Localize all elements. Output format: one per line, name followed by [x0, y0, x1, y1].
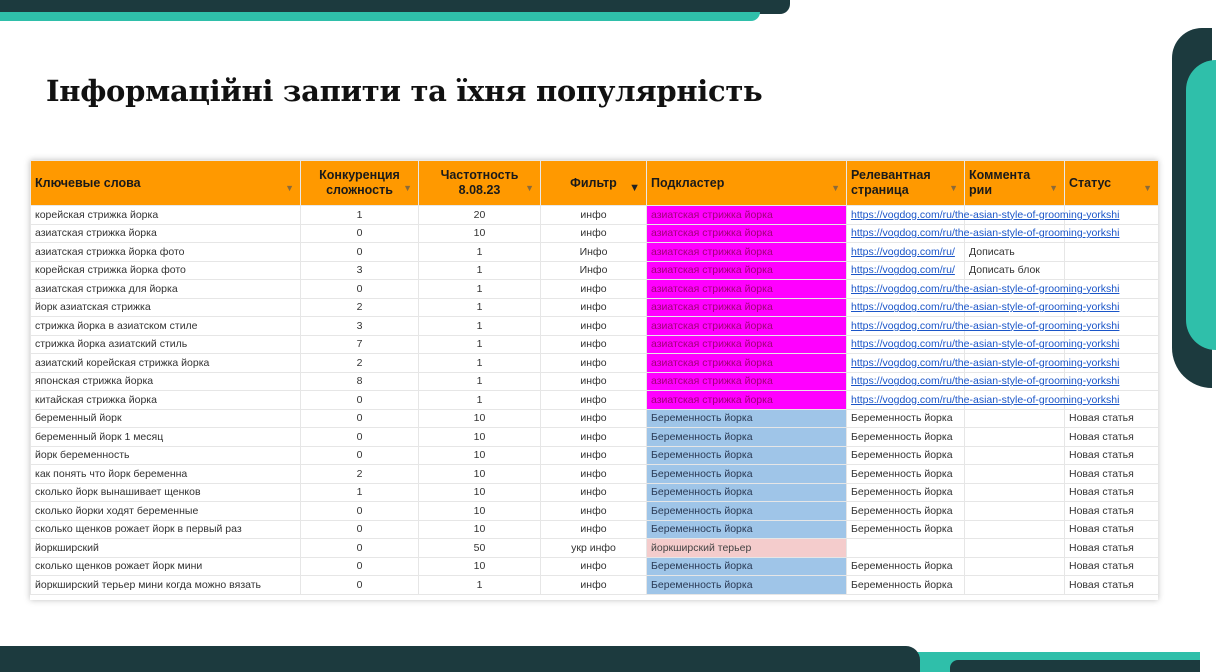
table-row[interactable]	[31, 224, 1159, 243]
header-status-label: Статус	[1069, 175, 1112, 190]
cell-keyword[interactable]: азиатская стрижка йорка фото	[31, 243, 301, 262]
cell-filter[interactable]: инфо	[541, 576, 647, 595]
cell-competition[interactable]: 0	[301, 520, 419, 539]
header-subcluster-label: Подкластер	[651, 175, 725, 190]
triangle-down-icon[interactable]: ▼	[403, 183, 412, 193]
bottom-dark-band-right	[950, 660, 1200, 672]
header-frequency-line1: Частотность	[440, 168, 519, 182]
cell-comment[interactable]	[965, 557, 1065, 576]
cell-subcluster[interactable]: Беременность йорка	[647, 446, 847, 465]
cell-competition[interactable]: 7	[301, 335, 419, 354]
cell-relevant-page[interactable]: https://vogdog.com/ru/the-asian-style-of-grooming-yorkshi	[847, 280, 965, 299]
cell-relevant-page[interactable]: https://vogdog.com/ru/the-asian-style-of-grooming-yorkshi	[847, 354, 965, 373]
cell-frequency[interactable]: 10	[419, 483, 541, 502]
cell-subcluster[interactable]: азиатская стрижка йорка	[647, 372, 847, 391]
cell-keyword[interactable]: сколько йорк вынашивает щенков	[31, 483, 301, 502]
header-status[interactable]	[1065, 161, 1159, 206]
cell-relevant-page[interactable]: https://vogdog.com/ru/the-asian-style-of-grooming-yorkshi	[847, 317, 965, 336]
keyword-table	[30, 160, 1159, 595]
table-row[interactable]	[31, 465, 1159, 484]
cell-competition[interactable]: 1	[301, 206, 419, 225]
cell-relevant-page[interactable]: https://vogdog.com/ru/the-asian-style-of-grooming-yorkshi	[847, 391, 965, 410]
cell-frequency[interactable]: 1	[419, 298, 541, 317]
table-row[interactable]	[31, 317, 1159, 336]
cell-keyword[interactable]: азиатская стрижка йорка	[31, 224, 301, 243]
cell-subcluster[interactable]: Беременность йорка	[647, 428, 847, 447]
cell-competition[interactable]: 0	[301, 428, 419, 447]
cell-subcluster[interactable]: Беременность йорка	[647, 520, 847, 539]
cell-competition[interactable]: 3	[301, 261, 419, 280]
cell-subcluster[interactable]: Беременность йорка	[647, 502, 847, 521]
cell-subcluster[interactable]: азиатская стрижка йорка	[647, 280, 847, 299]
cell-keyword[interactable]: йорк азиатская стрижка	[31, 298, 301, 317]
cell-keyword[interactable]: йоркширский	[31, 539, 301, 558]
table-row[interactable]	[31, 354, 1159, 373]
table-row[interactable]	[31, 409, 1159, 428]
bottom-dark-band	[0, 646, 920, 672]
header-page-line1: Релевантная	[851, 168, 931, 182]
header-comments[interactable]	[965, 161, 1065, 206]
cell-comment[interactable]	[965, 428, 1065, 447]
cell-keyword[interactable]: китайская стрижка йорка	[31, 391, 301, 410]
cell-subcluster[interactable]: азиатская стрижка йорка	[647, 391, 847, 410]
cell-subcluster[interactable]: азиатская стрижка йорка	[647, 298, 847, 317]
cell-filter[interactable]: инфо	[541, 354, 647, 373]
table-row[interactable]	[31, 280, 1159, 299]
cell-filter[interactable]: укр инфо	[541, 539, 647, 558]
cell-comment[interactable]	[965, 483, 1065, 502]
cell-competition[interactable]: 0	[301, 502, 419, 521]
cell-competition[interactable]: 8	[301, 372, 419, 391]
cell-relevant-page[interactable]: https://vogdog.com/ru/the-asian-style-of-grooming-yorkshi	[847, 372, 965, 391]
triangle-down-icon[interactable]: ▼	[285, 183, 294, 193]
cell-subcluster[interactable]: азиатская стрижка йорка	[647, 335, 847, 354]
triangle-down-icon[interactable]: ▼	[1049, 183, 1058, 193]
cell-relevant-page[interactable]: Беременность йорка	[847, 446, 965, 465]
cell-subcluster[interactable]: азиатская стрижка йорка	[647, 354, 847, 373]
cell-filter[interactable]: инфо	[541, 372, 647, 391]
table-row[interactable]	[31, 261, 1159, 280]
cell-frequency[interactable]: 10	[419, 224, 541, 243]
cell-comment[interactable]	[965, 446, 1065, 465]
cell-competition[interactable]: 0	[301, 539, 419, 558]
cell-filter[interactable]: инфо	[541, 557, 647, 576]
cell-subcluster[interactable]: Беременность йорка	[647, 557, 847, 576]
table-row[interactable]	[31, 298, 1159, 317]
cell-subcluster[interactable]: азиатская стрижка йорка	[647, 206, 847, 225]
header-page-line2: страница	[851, 183, 909, 197]
cell-keyword[interactable]: корейская стрижка йорка фото	[31, 261, 301, 280]
header-comments-line1: Коммента	[969, 168, 1031, 182]
cell-filter[interactable]: инфо	[541, 280, 647, 299]
triangle-down-icon[interactable]: ▼	[525, 183, 534, 193]
cell-filter[interactable]: инфо	[541, 409, 647, 428]
cell-status[interactable]: Новая статья	[1065, 409, 1159, 428]
cell-frequency[interactable]: 10	[419, 446, 541, 465]
cell-frequency[interactable]: 10	[419, 520, 541, 539]
cell-status[interactable]: Новая статья	[1065, 520, 1159, 539]
cell-frequency[interactable]: 1	[419, 354, 541, 373]
table-row[interactable]	[31, 335, 1159, 354]
table-row[interactable]	[31, 372, 1159, 391]
header-filter-label: Фильтр	[570, 175, 617, 190]
cell-relevant-page[interactable]: https://vogdog.com/ru/	[847, 261, 965, 280]
header-competition-line2: сложность	[326, 183, 393, 197]
spreadsheet	[30, 160, 1158, 600]
table-body	[31, 206, 1159, 595]
cell-filter[interactable]: инфо	[541, 428, 647, 447]
cell-status[interactable]: Новая статья	[1065, 428, 1159, 447]
cell-frequency[interactable]: 1	[419, 372, 541, 391]
header-competition-line1: Конкуренция	[319, 168, 400, 182]
cell-competition[interactable]: 2	[301, 354, 419, 373]
header-filter[interactable]	[541, 161, 647, 206]
cell-filter[interactable]: инфо	[541, 224, 647, 243]
cell-filter[interactable]: инфо	[541, 520, 647, 539]
cell-status[interactable]: Новая статья	[1065, 576, 1159, 595]
cell-relevant-page[interactable]: Беременность йорка	[847, 428, 965, 447]
cell-keyword[interactable]: сколько йорки ходят беременные	[31, 502, 301, 521]
cell-filter[interactable]: инфо	[541, 298, 647, 317]
cell-keyword[interactable]: японская стрижка йорка	[31, 372, 301, 391]
cell-comment[interactable]: Дописать	[965, 243, 1065, 262]
top-teal-band	[0, 12, 760, 21]
cell-subcluster[interactable]: йоркширский терьер	[647, 539, 847, 558]
cell-filter[interactable]: инфо	[541, 391, 647, 410]
cell-competition[interactable]: 0	[301, 446, 419, 465]
cell-keyword[interactable]: йоркширский терьер мини когда можно вязать	[31, 576, 301, 595]
table-row[interactable]	[31, 539, 1159, 558]
header-row	[31, 161, 1159, 206]
cell-competition[interactable]: 0	[301, 280, 419, 299]
triangle-down-icon[interactable]: ▼	[831, 183, 840, 193]
cell-status[interactable]: Новая статья	[1065, 483, 1159, 502]
cell-relevant-page[interactable]: Беременность йорка	[847, 409, 965, 428]
cell-competition[interactable]: 2	[301, 298, 419, 317]
cell-keyword[interactable]: беременный йорк 1 месяц	[31, 428, 301, 447]
cell-relevant-page[interactable]: https://vogdog.com/ru/the-asian-style-of-grooming-yorkshi	[847, 335, 965, 354]
header-competition-label	[319, 168, 400, 198]
cell-frequency[interactable]: 1	[419, 391, 541, 410]
cell-competition[interactable]: 3	[301, 317, 419, 336]
cell-subcluster[interactable]: Беременность йорка	[647, 465, 847, 484]
cell-frequency[interactable]: 50	[419, 539, 541, 558]
funnel-icon[interactable]: ▼	[629, 182, 640, 194]
cell-frequency[interactable]: 1	[419, 317, 541, 336]
cell-frequency[interactable]: 10	[419, 557, 541, 576]
cell-status[interactable]	[1065, 261, 1159, 280]
cell-frequency[interactable]: 10	[419, 409, 541, 428]
header-keywords[interactable]	[31, 161, 301, 206]
cell-keyword[interactable]: йорк беременность	[31, 446, 301, 465]
table-row[interactable]	[31, 502, 1159, 521]
cell-subcluster[interactable]: азиатская стрижка йорка	[647, 317, 847, 336]
cell-relevant-page[interactable]: https://vogdog.com/ru/the-asian-style-of-grooming-yorkshi	[847, 206, 965, 225]
table-row[interactable]	[31, 446, 1159, 465]
cell-relevant-page[interactable]: Беременность йорка	[847, 483, 965, 502]
cell-filter[interactable]: инфо	[541, 446, 647, 465]
cell-keyword[interactable]: сколько щенков рожает йорк мини	[31, 557, 301, 576]
cell-relevant-page[interactable]	[847, 539, 965, 558]
table-row[interactable]	[31, 428, 1159, 447]
cell-keyword[interactable]: азиатская стрижка для йорка	[31, 280, 301, 299]
cell-competition[interactable]: 0	[301, 224, 419, 243]
cell-status[interactable]	[1065, 243, 1159, 262]
cell-competition[interactable]: 0	[301, 391, 419, 410]
table-row[interactable]	[31, 520, 1159, 539]
cell-frequency[interactable]: 20	[419, 206, 541, 225]
cell-frequency[interactable]: 1	[419, 280, 541, 299]
cell-relevant-page[interactable]: Беременность йорка	[847, 520, 965, 539]
cell-status[interactable]: Новая статья	[1065, 557, 1159, 576]
header-subcluster[interactable]	[647, 161, 847, 206]
cell-relevant-page[interactable]: https://vogdog.com/ru/	[847, 243, 965, 262]
cell-competition[interactable]: 0	[301, 576, 419, 595]
cell-keyword[interactable]: беременный йорк	[31, 409, 301, 428]
cell-comment[interactable]	[965, 465, 1065, 484]
table-row[interactable]	[31, 557, 1159, 576]
header-comments-line2: рии	[969, 183, 993, 197]
cell-subcluster[interactable]: Беременность йорка	[647, 483, 847, 502]
cell-subcluster[interactable]: азиатская стрижка йорка	[647, 243, 847, 262]
cell-subcluster[interactable]: Беременность йорка	[647, 409, 847, 428]
cell-comment[interactable]	[965, 539, 1065, 558]
cell-filter[interactable]: инфо	[541, 483, 647, 502]
cell-competition[interactable]: 0	[301, 557, 419, 576]
cell-comment[interactable]	[965, 409, 1065, 428]
cell-frequency[interactable]: 1	[419, 576, 541, 595]
cell-subcluster[interactable]: азиатская стрижка йорка	[647, 261, 847, 280]
header-frequency-label	[441, 168, 519, 198]
cell-competition[interactable]: 0	[301, 243, 419, 262]
header-relevant-page-label	[851, 168, 931, 198]
cell-relevant-page[interactable]: https://vogdog.com/ru/the-asian-style-of-grooming-yorkshi	[847, 224, 965, 243]
slide-title: Інформаційні запити та їхня популярність	[46, 74, 763, 108]
triangle-down-icon[interactable]: ▼	[949, 183, 958, 193]
cell-competition[interactable]: 2	[301, 465, 419, 484]
cell-frequency[interactable]: 10	[419, 502, 541, 521]
cell-frequency[interactable]: 10	[419, 428, 541, 447]
cell-relevant-page[interactable]: Беременность йорка	[847, 502, 965, 521]
cell-frequency[interactable]: 10	[419, 465, 541, 484]
cell-relevant-page[interactable]: https://vogdog.com/ru/the-asian-style-of-grooming-yorkshi	[847, 298, 965, 317]
cell-keyword[interactable]: стрижка йорка азиатский стиль	[31, 335, 301, 354]
cell-subcluster[interactable]: Беременность йорка	[647, 576, 847, 595]
cell-frequency[interactable]: 1	[419, 335, 541, 354]
header-comments-label	[969, 168, 1030, 198]
cell-competition[interactable]: 0	[301, 409, 419, 428]
header-frequency-line2: 8.08.23	[458, 183, 501, 197]
cell-status[interactable]: Новая статья	[1065, 465, 1159, 484]
table-row[interactable]	[31, 483, 1159, 502]
table-row[interactable]	[31, 576, 1159, 595]
right-teal-band	[1186, 60, 1216, 350]
cell-frequency[interactable]: 1	[419, 243, 541, 262]
table-row[interactable]	[31, 206, 1159, 225]
triangle-down-icon[interactable]: ▼	[1143, 183, 1152, 193]
cell-frequency[interactable]: 1	[419, 261, 541, 280]
cell-filter[interactable]: инфо	[541, 335, 647, 354]
cell-keyword[interactable]: корейская стрижка йорка	[31, 206, 301, 225]
cell-keyword[interactable]: как понять что йорк беременна	[31, 465, 301, 484]
cell-comment[interactable]	[965, 520, 1065, 539]
cell-relevant-page[interactable]: Беременность йорка	[847, 557, 965, 576]
cell-relevant-page[interactable]: Беременность йорка	[847, 465, 965, 484]
cell-filter[interactable]: инфо	[541, 465, 647, 484]
cell-comment[interactable]	[965, 576, 1065, 595]
cell-status[interactable]: Новая статья	[1065, 502, 1159, 521]
cell-comment[interactable]: Дописать блок	[965, 261, 1065, 280]
header-competition[interactable]	[301, 161, 419, 206]
cell-relevant-page[interactable]: Беременность йорка	[847, 576, 965, 595]
cell-subcluster[interactable]: азиатская стрижка йорка	[647, 224, 847, 243]
table-row[interactable]	[31, 391, 1159, 410]
cell-filter[interactable]: инфо	[541, 206, 647, 225]
cell-filter[interactable]: Инфо	[541, 261, 647, 280]
cell-filter[interactable]: инфо	[541, 317, 647, 336]
table-row[interactable]	[31, 243, 1159, 262]
cell-comment[interactable]	[965, 502, 1065, 521]
cell-keyword[interactable]: стрижка йорка в азиатском стиле	[31, 317, 301, 336]
header-frequency[interactable]	[419, 161, 541, 206]
cell-status[interactable]: Новая статья	[1065, 446, 1159, 465]
cell-keyword[interactable]: сколько щенков рожает йорк в первый раз	[31, 520, 301, 539]
cell-competition[interactable]: 1	[301, 483, 419, 502]
cell-filter[interactable]: Инфо	[541, 243, 647, 262]
header-keywords-label: Ключевые слова	[35, 175, 141, 190]
cell-status[interactable]: Новая статья	[1065, 539, 1159, 558]
cell-filter[interactable]: инфо	[541, 502, 647, 521]
cell-keyword[interactable]: азиатский корейская стрижка йорка	[31, 354, 301, 373]
header-relevant-page[interactable]	[847, 161, 965, 206]
